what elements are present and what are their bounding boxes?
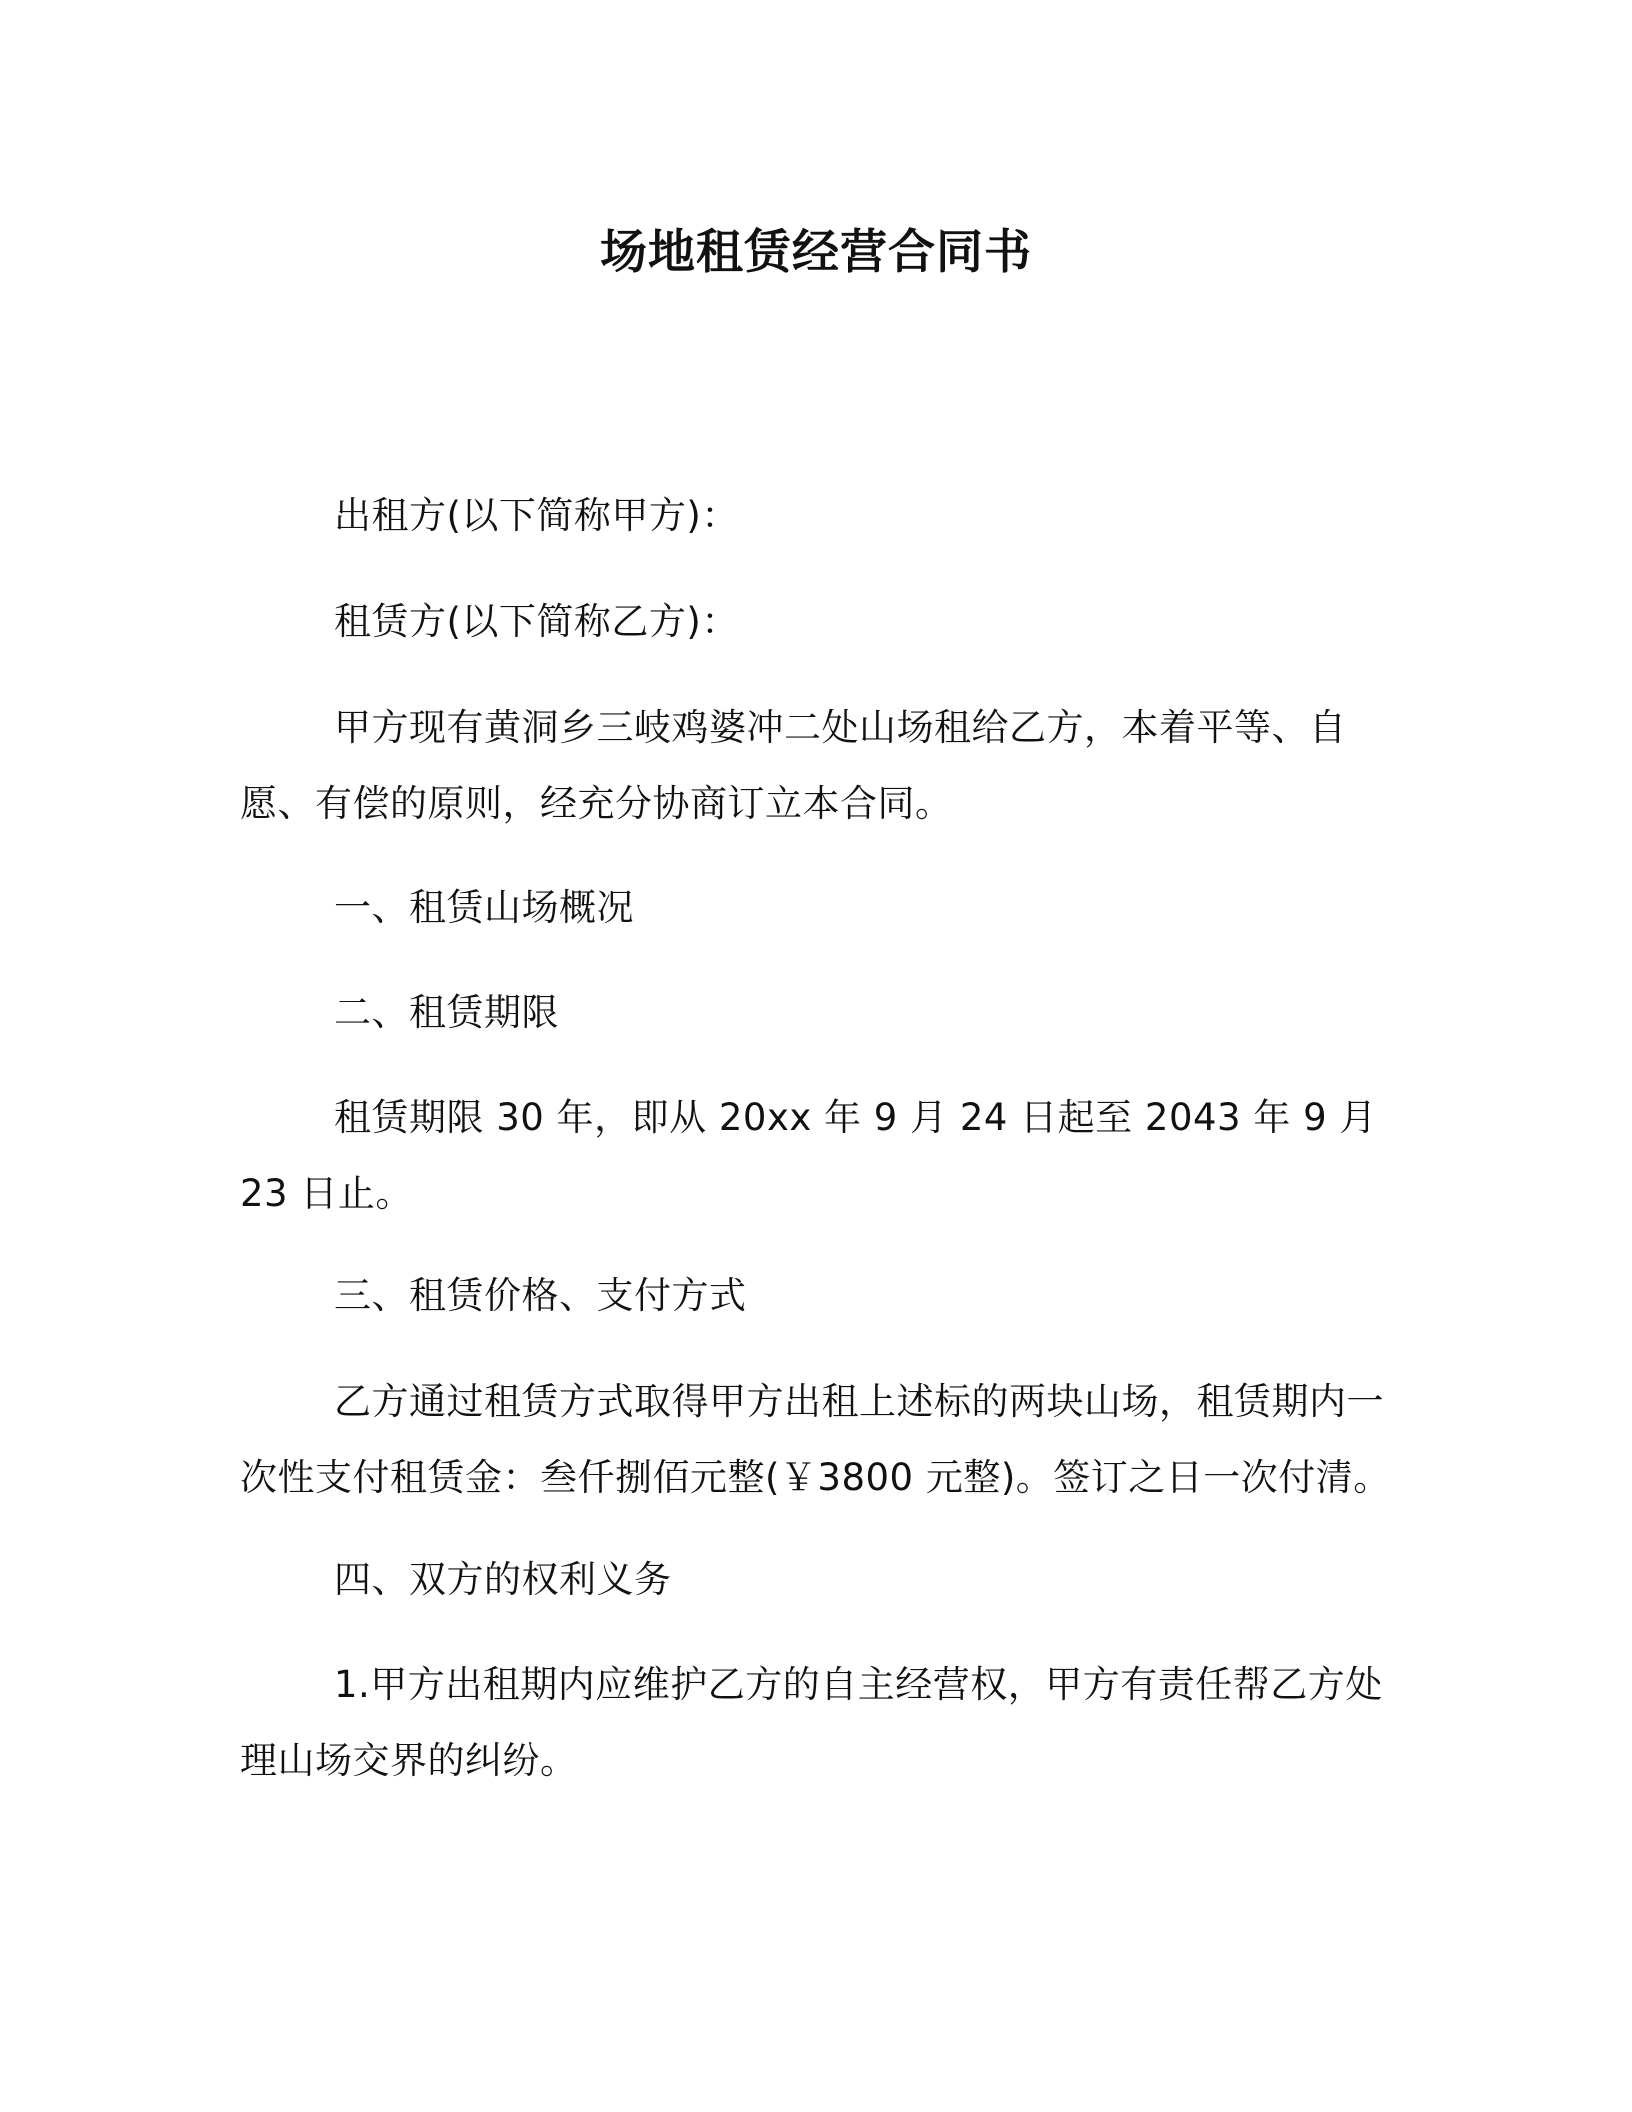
section-heading-1: 一、租赁山场概况 (334, 886, 634, 929)
lease-term-paragraph: 租赁期限 30 年，即从 20xx 年 9 月 24 日起至 2043 年 9 月 23 日止。 (240, 1096, 1377, 1215)
lessor-line: 出租方(以下简称甲方)： (334, 494, 739, 537)
document-title: 场地租赁经营合同书 (600, 225, 1032, 280)
obligation-item-1: 1.甲方出租期内应维护乙方的自主经营权，甲方有责任帮乙方处理山场交界的纠纷。 (240, 1663, 1383, 1782)
intro-paragraph: 甲方现有黄洞乡三岐鸡婆冲二处山场租给乙方，本着平等、自愿、有偿的原则，经充分协商订立本合同。 (240, 706, 1347, 825)
section-heading-3: 三、租赁价格、支付方式 (334, 1274, 747, 1317)
section-heading-2: 二、租赁期限 (334, 991, 559, 1034)
lessee-line: 租赁方(以下简称乙方)： (334, 600, 739, 643)
payment-paragraph: 乙方通过租赁方式取得甲方出租上述标的两块山场，租赁期内一次性支付租赁金：叁仟捌佰元整(￥3800 元整)。签订之日一次付清。 (240, 1380, 1391, 1499)
section-heading-4: 四、双方的权利义务 (334, 1558, 672, 1601)
